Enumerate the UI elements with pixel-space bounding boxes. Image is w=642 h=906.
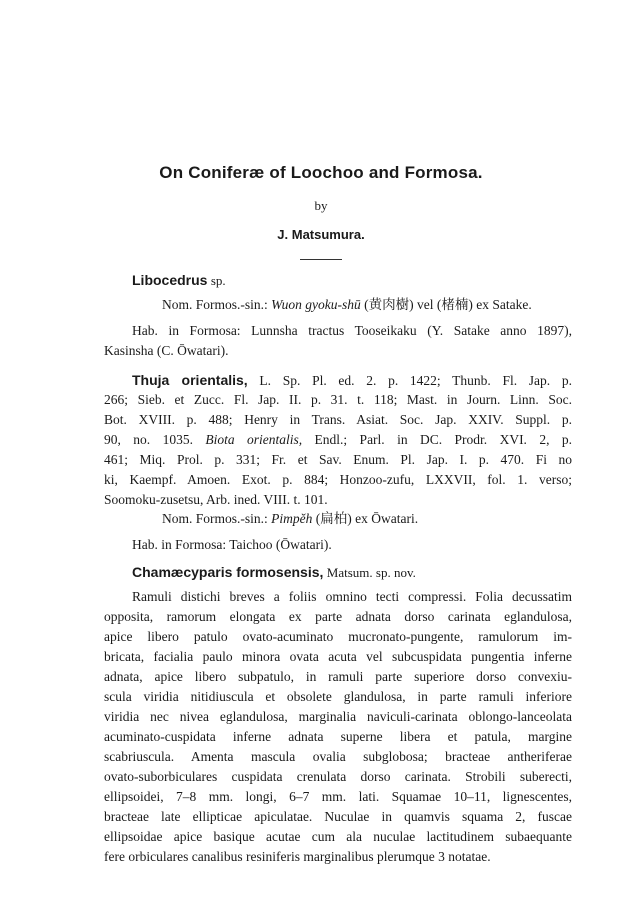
author-name: J. Matsumura. — [277, 227, 365, 242]
species-name: Thuja orientalis, — [132, 372, 248, 388]
species-name: Chamæcyparis formosensis, — [132, 564, 324, 580]
description-line: bracteae late ellipticae apiculatae. Nuculae in quamvis squama 2, fuscae — [104, 809, 572, 824]
thuja-line: Soomoku-zusetsu, Arb. ined. VIII. t. 101. — [104, 492, 328, 507]
thuja-nom — [162, 509, 418, 529]
nom-rest: (黄肉樹) vel (楮楠) ex Satake. — [364, 297, 532, 312]
description-line: bricata, facialia paulo minora ovata acuta vel subcuspidata pungentia inferne — [104, 649, 572, 664]
synonym-italic: Biota orientalis, — [205, 432, 303, 447]
description-line: Ramuli distichi breves a foliis omnino tecti compressi. Folia decussatim — [132, 589, 572, 604]
thuja-line — [132, 370, 572, 391]
byline-by: by — [314, 198, 328, 213]
description-line: fere orbiculares canalibus resiniferis marginalibus plerumque 3 notatae. — [104, 849, 491, 864]
thuja-line: 266; Sieb. et Zucc. Fl. Jap. II. p. 31. t. 118; Mast. in Journ. Linn. Soc. — [104, 392, 572, 407]
thuja-line: Bot. XVIII. p. 488; Henry in Trans. Asiat. Soc. Jap. XXIV. Suppl. p. — [104, 412, 572, 427]
description-line: acuminato-cuspidata inferne adnata superne libera et patula, margine — [104, 729, 572, 744]
chamaecyparis-heading — [132, 562, 416, 583]
thuja-hab: Hab. in Formosa: Taichoo (Ōwatari). — [132, 537, 332, 552]
thuja-line — [104, 430, 572, 450]
description-line: ovato-suborbiculares cuspidata crenulata dorso carinata. Strobili suberecti, — [104, 769, 572, 784]
nom-italic: Pimpĕh — [271, 511, 313, 526]
thuja-line: 461; Miq. Prol. p. 331; Fr. et Sav. Enum. Pl. Jap. I. p. 470. Fi no — [104, 452, 572, 467]
nom-rest: (扁柏) ex Ōwatari. — [315, 511, 419, 526]
species-authority: sp. — [210, 273, 226, 288]
nom-prefix: Nom. Formos.-sin.: — [162, 297, 268, 312]
paper-title: On Coniferæ of Loochoo and Formosa. — [159, 163, 483, 182]
description-line: scabriuscula. Amenta mascula ovalia subglobosa; bracteae antheriferae — [104, 749, 572, 764]
nom-prefix: Nom. Formos.-sin.: — [162, 511, 268, 526]
citation-text: 90, no. 1035. — [104, 432, 193, 447]
libocedrus-hab-line: Kasinsha (C. Ōwatari). — [104, 343, 229, 358]
nom-italic: Wuon gyoku-shū — [271, 297, 361, 312]
species-name: Libocedrus — [132, 272, 208, 288]
title-rule — [300, 259, 342, 260]
description-line: opposita, ramorum elongata ex parte adnata dorso carinata eglandulosa, — [104, 609, 572, 624]
libocedrus-heading — [132, 270, 226, 291]
libocedrus-hab-line: Hab. in Formosa: Lunnsha tractus Tooseikaku (Y. Satake anno 1897), — [132, 323, 572, 338]
citation-text: L. Sp. Pl. ed. 2. p. 1422; Thunb. Fl. Jap. p. — [259, 373, 573, 388]
description-line: viridia nec nivea eglandulosa, marginalia naviculi-carinata oblongo-lanceolata — [104, 709, 572, 724]
libocedrus-nom — [162, 295, 532, 315]
description-line: apice libero patulo ovato-acuminato mucronato-pungente, ramulorum im- — [104, 629, 572, 644]
description-line: ellipsoidae apice basique acutae cum ala nuculae lactitudinem subaequante — [104, 829, 572, 844]
thuja-line: ki, Kaempf. Amoen. Exot. p. 884; Honzoo-zufu, LXXVII, fol. 1. verso; — [104, 472, 572, 487]
citation-text: Endl.; Parl. in DC. Prodr. XVI. 2, p. — [314, 432, 572, 447]
description-line: adnata, apice libero subpatulo, in ramuli parte superiore dorso convexiu- — [104, 669, 572, 684]
description-line: ellipsoidei, 7–8 mm. longi, 6–7 mm. lati. Squamae 10–11, lignescentes, — [104, 789, 572, 804]
description-line: scula viridia nitidiuscula et obsolete glandulosa, in parte ramuli inferiore — [104, 689, 572, 704]
species-authority: Matsum. sp. nov. — [326, 565, 416, 580]
